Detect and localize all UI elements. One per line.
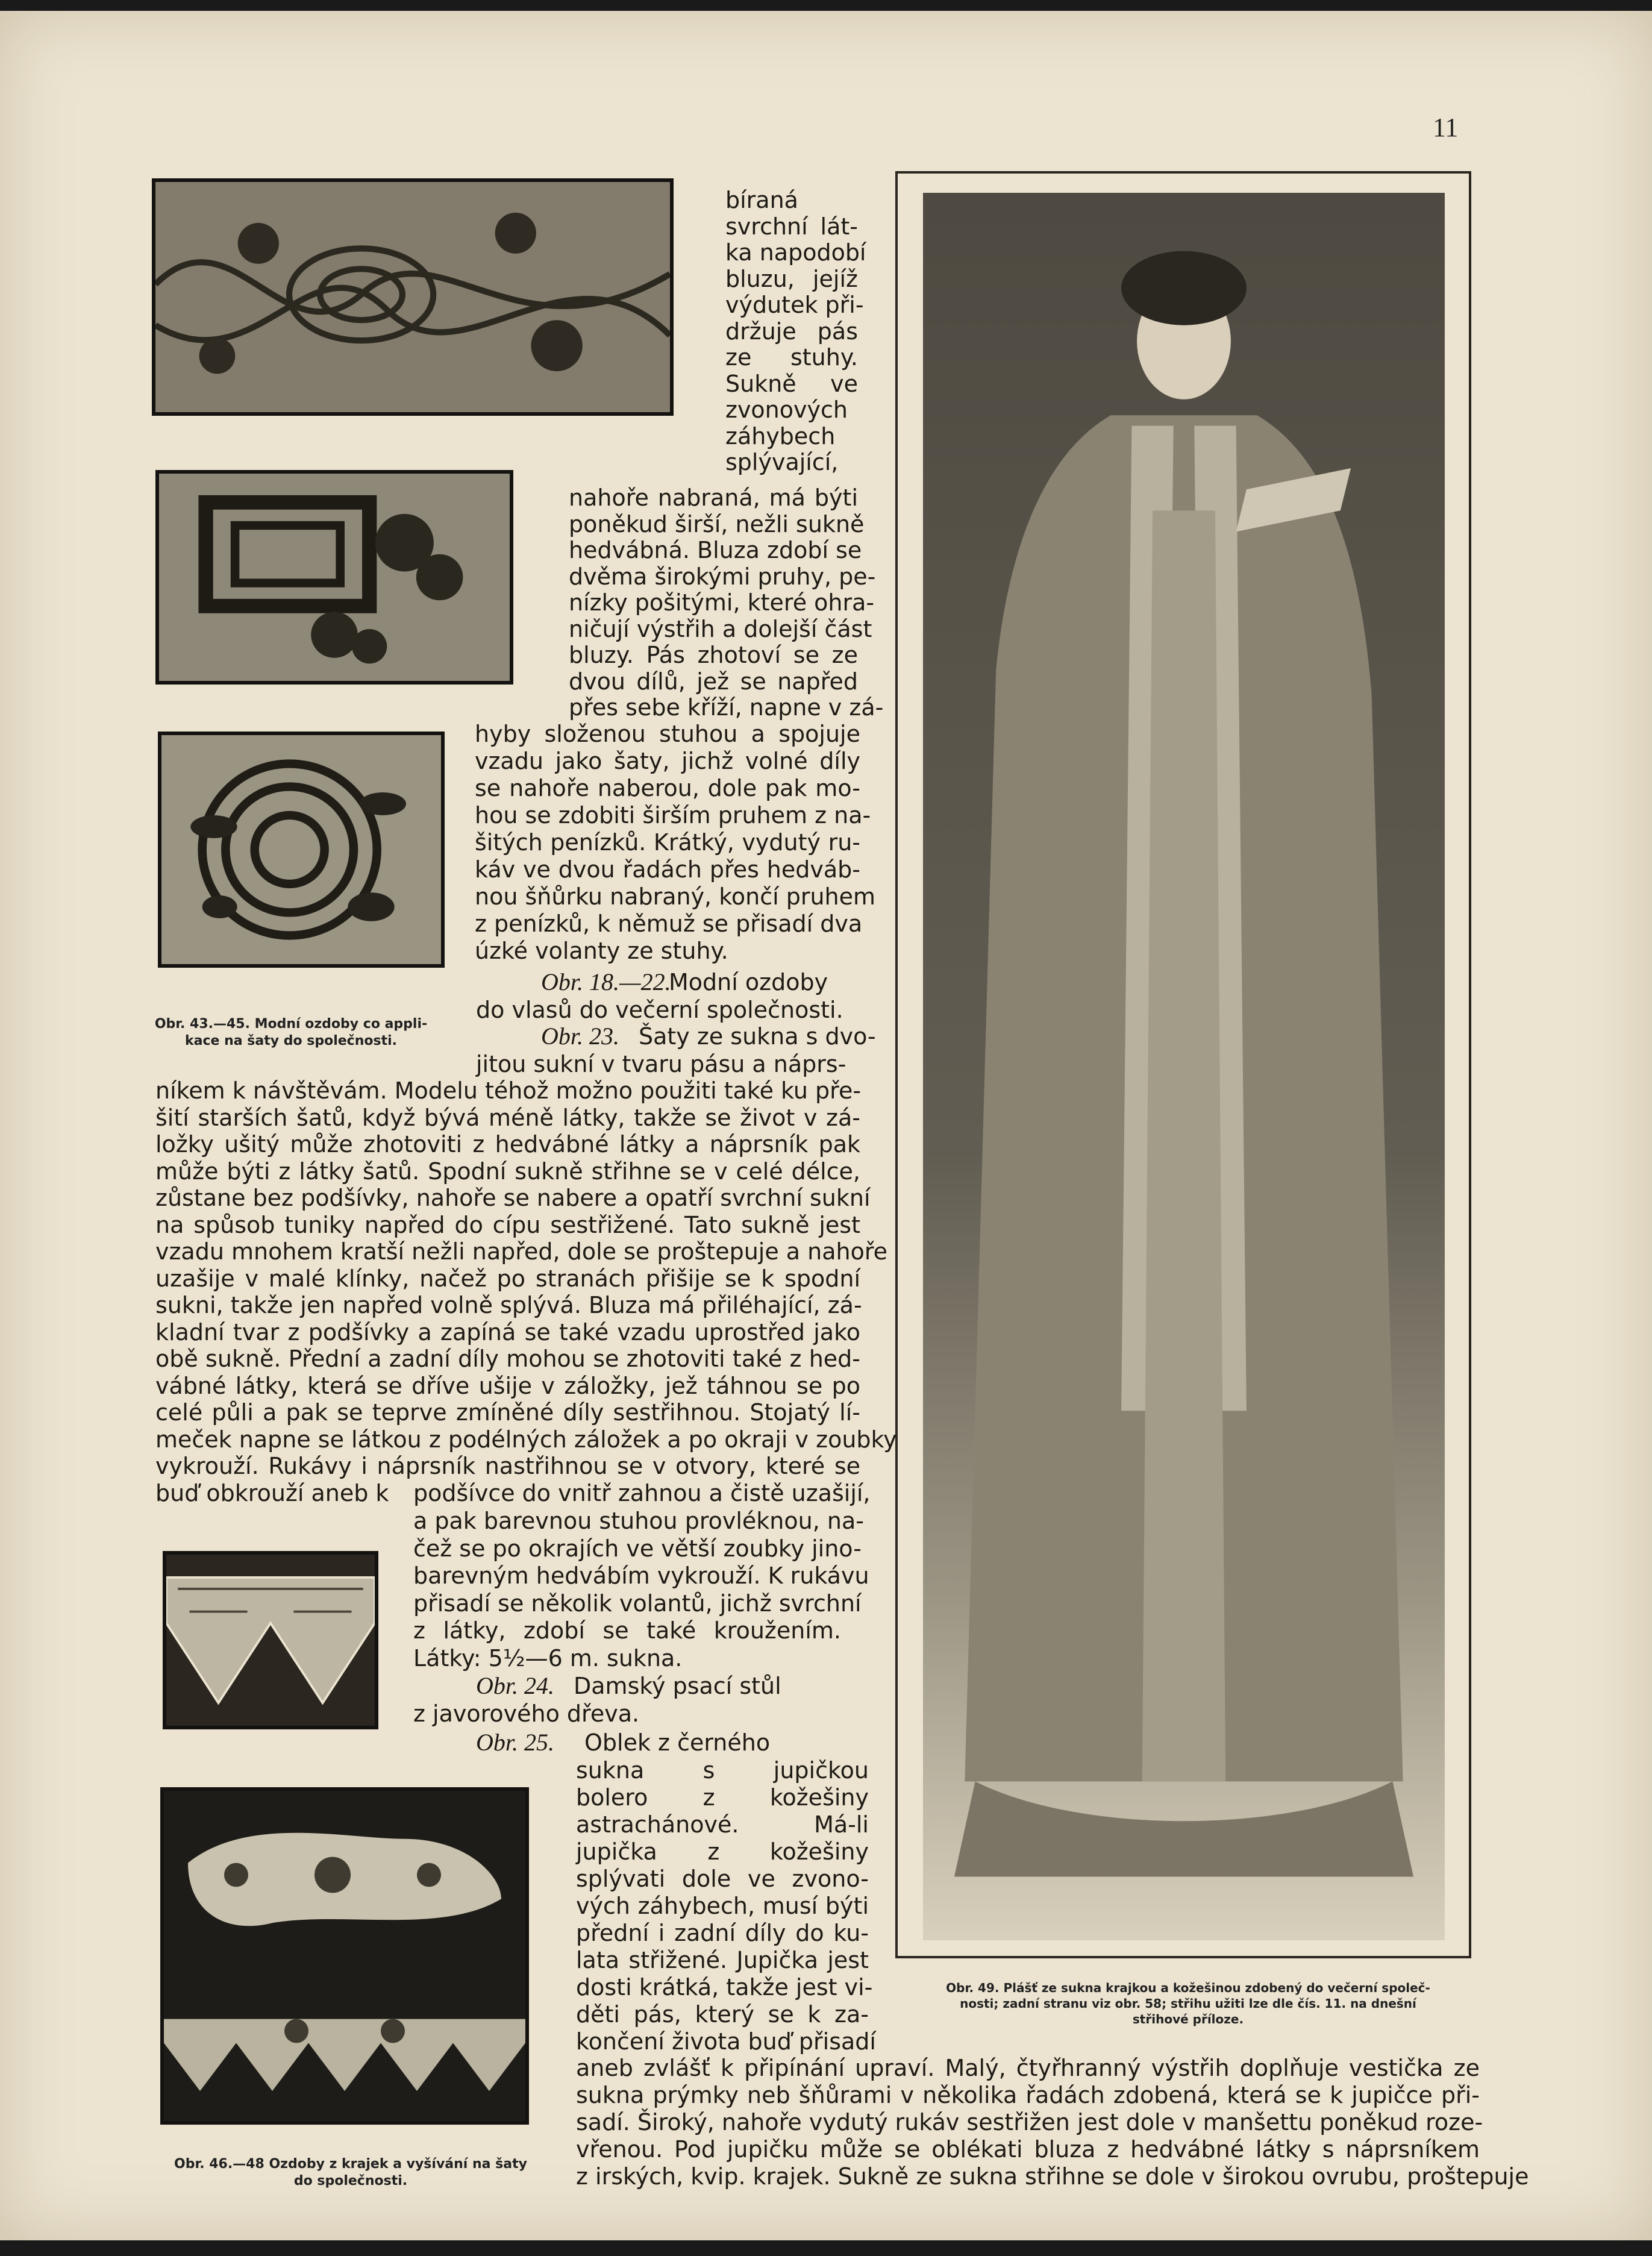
full-lines-line: vzadu mnohem kratší nežli napřed, dole se proštepuje a nahoře (155, 1238, 888, 1265)
mid-lines-line: bluzy. Pás zhotoví se ze (569, 642, 858, 668)
split-right-text: podšívce do vnitř zahnou a čistě uzašijí, (413, 1480, 871, 1506)
right-column-lines-line: bíraná (725, 187, 798, 213)
full-lines-line: zůstane bez podšívky, nahoře se nabere a opatří svrchní sukní (155, 1185, 871, 1211)
lower-lines-line: Látky: 5½—6 m. sukna. (413, 1644, 683, 1672)
mid-lines-line: dvou dílů, jež se napřed (569, 668, 858, 695)
bottom-lines-line: vřenou. Pod jupičku může se oblékati bluza z hedvábné látky s náprsníkem (576, 2136, 1480, 2163)
fashion-plate-image (923, 193, 1445, 1940)
obr25-lines-line: jupička z kožešiny (576, 1838, 869, 1865)
obr25-lines-line: přední i zadní díly do ku- (576, 1920, 869, 1946)
full-lines-line: může býti z látky šatů. Spodní sukně střihne se v celé délce, (155, 1158, 860, 1185)
mid-lines-wide-line: káv ve dvou řadách přes hedváb- (475, 856, 860, 883)
lower-lines-line: barevným hedvábím vykrouží. K rukávu (413, 1562, 869, 1589)
mid-lines-wide-line: vzadu jako šaty, jichž volné díly (475, 748, 860, 774)
lace-ornament-image-3 (158, 732, 445, 968)
mid-lines-wide-line: se nahoře naberou, dole pak mo- (475, 775, 860, 801)
obr-18-label: Obr. 18.—22. (541, 968, 671, 995)
full-lines-line: celé půli a pak se teprve zmíněné díly sestřihnou. Stojatý lí- (155, 1399, 860, 1426)
mid-lines-line: dvěma širokými pruhy, pe- (569, 563, 876, 590)
lace-edging-image (163, 1551, 378, 1729)
caption-obr-43-45: Obr. 43.—45. Modní ozdoby co appli- kace na šaty do společnosti. (154, 1017, 428, 1048)
obr25-lines-line: bolero z kožešiny (576, 1784, 869, 1811)
full-lines-line: kladní tvar z podšívky a zapíná se také vzadu uprostřed jako (155, 1318, 860, 1346)
bottom-lines-line: sukna prýmky neb šňůrami v několika řadách zdobená, která se k jupičce při- (576, 2082, 1480, 2108)
page-sheet (0, 11, 1652, 2240)
right-column-lines-line: výdutek při- (725, 292, 864, 318)
mid-lines-line: nízky pošitými, které ohra- (569, 589, 875, 616)
full-lines-line: ložky ušitý může zhotoviti z hedvábné látky a náprsník pak (155, 1131, 860, 1158)
obr25-lines-line: končení života buď přisadí (576, 2028, 876, 2055)
right-column-lines-line: ze stuhy. (725, 344, 858, 371)
full-lines-line: šití starších šatů, když bývá méně látky, takže se život v zá- (155, 1104, 860, 1131)
split-left-text: buď obkrouží aneb k (155, 1480, 389, 1506)
full-lines-line: níkem k návštěvám. Modelu téhož možno použiti také ku pře- (155, 1077, 862, 1104)
lower-lines-line: přisadí se několik volantů, jichž svrchní (413, 1590, 862, 1617)
page-number: 11 (1433, 113, 1459, 142)
right-column-lines-line: záhybech (725, 422, 836, 450)
right-column-lines-line: zvonových (725, 396, 848, 423)
caption-obr-46-48: Obr. 46.—48 Ozdoby z krajek a vyšívání na šaty do společnosti. (174, 2157, 527, 2189)
obr-18-line2: do vlasů do večerní společnosti. (476, 997, 843, 1023)
right-column-lines-line: bluzu, jejíž (725, 265, 858, 292)
mid-lines-wide-line: hou se zdobiti širším pruhem z na- (475, 802, 871, 829)
obr-23-text: Šaty ze sukna s dvo- (639, 1023, 876, 1050)
obr-25-label: Obr. 25. (476, 1729, 555, 1756)
mid-lines-wide-line: hyby složenou stuhou a spojuje (475, 721, 860, 747)
caption-obr-49: Obr. 49. Plášť ze sukna krajkou a kožešinou zdobený do večerní společ- nosti; zadní stranu viz obr. 58; střihu užiti lze dle čís. 11. na dnešní střihové příloze. (946, 1981, 1430, 2026)
bottom-lines-line: aneb zvlášť k připínání upraví. Malý, čtyřhranný výstřih doplňuje vestička ze (576, 2055, 1480, 2081)
full-lines-line: vykrouží. Rukávy i náprsník nastřihnou se v otvory, které se (155, 1453, 860, 1479)
mid-lines-wide-line: šitých penízků. Krátký, vydutý ru- (475, 829, 860, 856)
obr25-lines-line: vých záhybech, musí býti (576, 1893, 869, 1919)
mid-lines-line: hedvábná. Bluza zdobí se (569, 537, 862, 563)
right-column-lines-line: držuje pás (725, 318, 858, 345)
obr-24-line2: z javorového dřeva. (413, 1700, 640, 1727)
full-lines-line: na spůsob tuniky napřed do cípu sestřižené. Tato sukně jest (155, 1211, 860, 1238)
obr25-lines-line: splývati dole ve zvono- (576, 1866, 869, 1892)
obr-24-text: Damský psací stůl (574, 1673, 781, 1699)
obr-23-line2: jitou sukní v tvaru pásu a náprs- (476, 1051, 846, 1077)
mid-lines-line: ničují výstřih a dolejší část (569, 615, 872, 642)
full-lines-line: meček napne se látkou z podélných záložek a po okraji v zoubky (155, 1426, 897, 1453)
obr25-lines-line: děti pás, který se k za- (576, 2001, 869, 2028)
full-lines-line: obě sukně. Přední a zadní díly mohou se zhotoviti také z hed- (155, 1346, 860, 1372)
embroidery-image (160, 1787, 529, 2125)
lower-lines-line: z látky, zdobí se také kroužením. (413, 1617, 841, 1644)
right-column-lines-line: ka napodobí (725, 239, 866, 266)
obr25-lines-line: astrachánové. Má-li (576, 1811, 869, 1838)
lace-ornament-image-2 (155, 470, 513, 685)
obr-24-label: Obr. 24. (476, 1672, 555, 1699)
mid-lines-wide-line: úzké volanty ze stuhy. (475, 938, 728, 964)
full-lines-line: sukni, takže jen napřed volně splývá. Bluza má přiléhající, zá- (155, 1292, 862, 1318)
right-column-lines-line: svrchní lát- (725, 213, 858, 240)
obr25-lines-line: dosti krátká, takže jest vi- (576, 1974, 873, 2001)
obr-18-text: Modní ozdoby (669, 969, 828, 995)
lace-ornament-image-1 (152, 178, 674, 416)
mid-lines-wide-line: nou šňůrku nabraný, končí pruhem (475, 883, 876, 910)
right-column-lines-line: Sukně ve (725, 370, 858, 397)
mid-lines-wide-line: z penízků, k němuž se přisadí dva (475, 910, 863, 937)
lower-lines-line: čež se po okrajích ve větší zoubky jino- (413, 1535, 862, 1562)
right-column-lines-line: splývající, (725, 449, 839, 475)
obr25-lines-line: sukna s jupičkou (576, 1757, 869, 1784)
bottom-lines-line: z irských, kvip. krajek. Sukně ze sukna střihne se dole v širokou ovrubu, proštepuje (576, 2163, 1529, 2190)
obr-25-text: Oblek z černého (584, 1729, 771, 1756)
full-lines-line: uzašije v malé klínky, načež po stranách přišije se k spodní (155, 1265, 860, 1292)
mid-lines-line: nahoře nabraná, má býti (569, 484, 858, 511)
lower-lines-line: a pak barevnou stuhou provléknou, na- (413, 1508, 864, 1534)
obr25-lines-line: lata střižené. Jupička jest (576, 1947, 869, 1973)
bottom-lines-line: sadí. Široký, nahoře vydutý rukáv sestřižen jest dole v manšettu poněkud roze- (576, 2109, 1483, 2135)
full-lines-line: vábné látky, která se dříve ušije v záložky, jež táhnou se po (155, 1372, 860, 1399)
mid-lines-line: poněkud širší, nežli sukně (569, 510, 865, 537)
mid-lines-line: přes sebe kříží, napne v zá- (569, 694, 884, 721)
obr-23-label: Obr. 23. (541, 1023, 620, 1050)
